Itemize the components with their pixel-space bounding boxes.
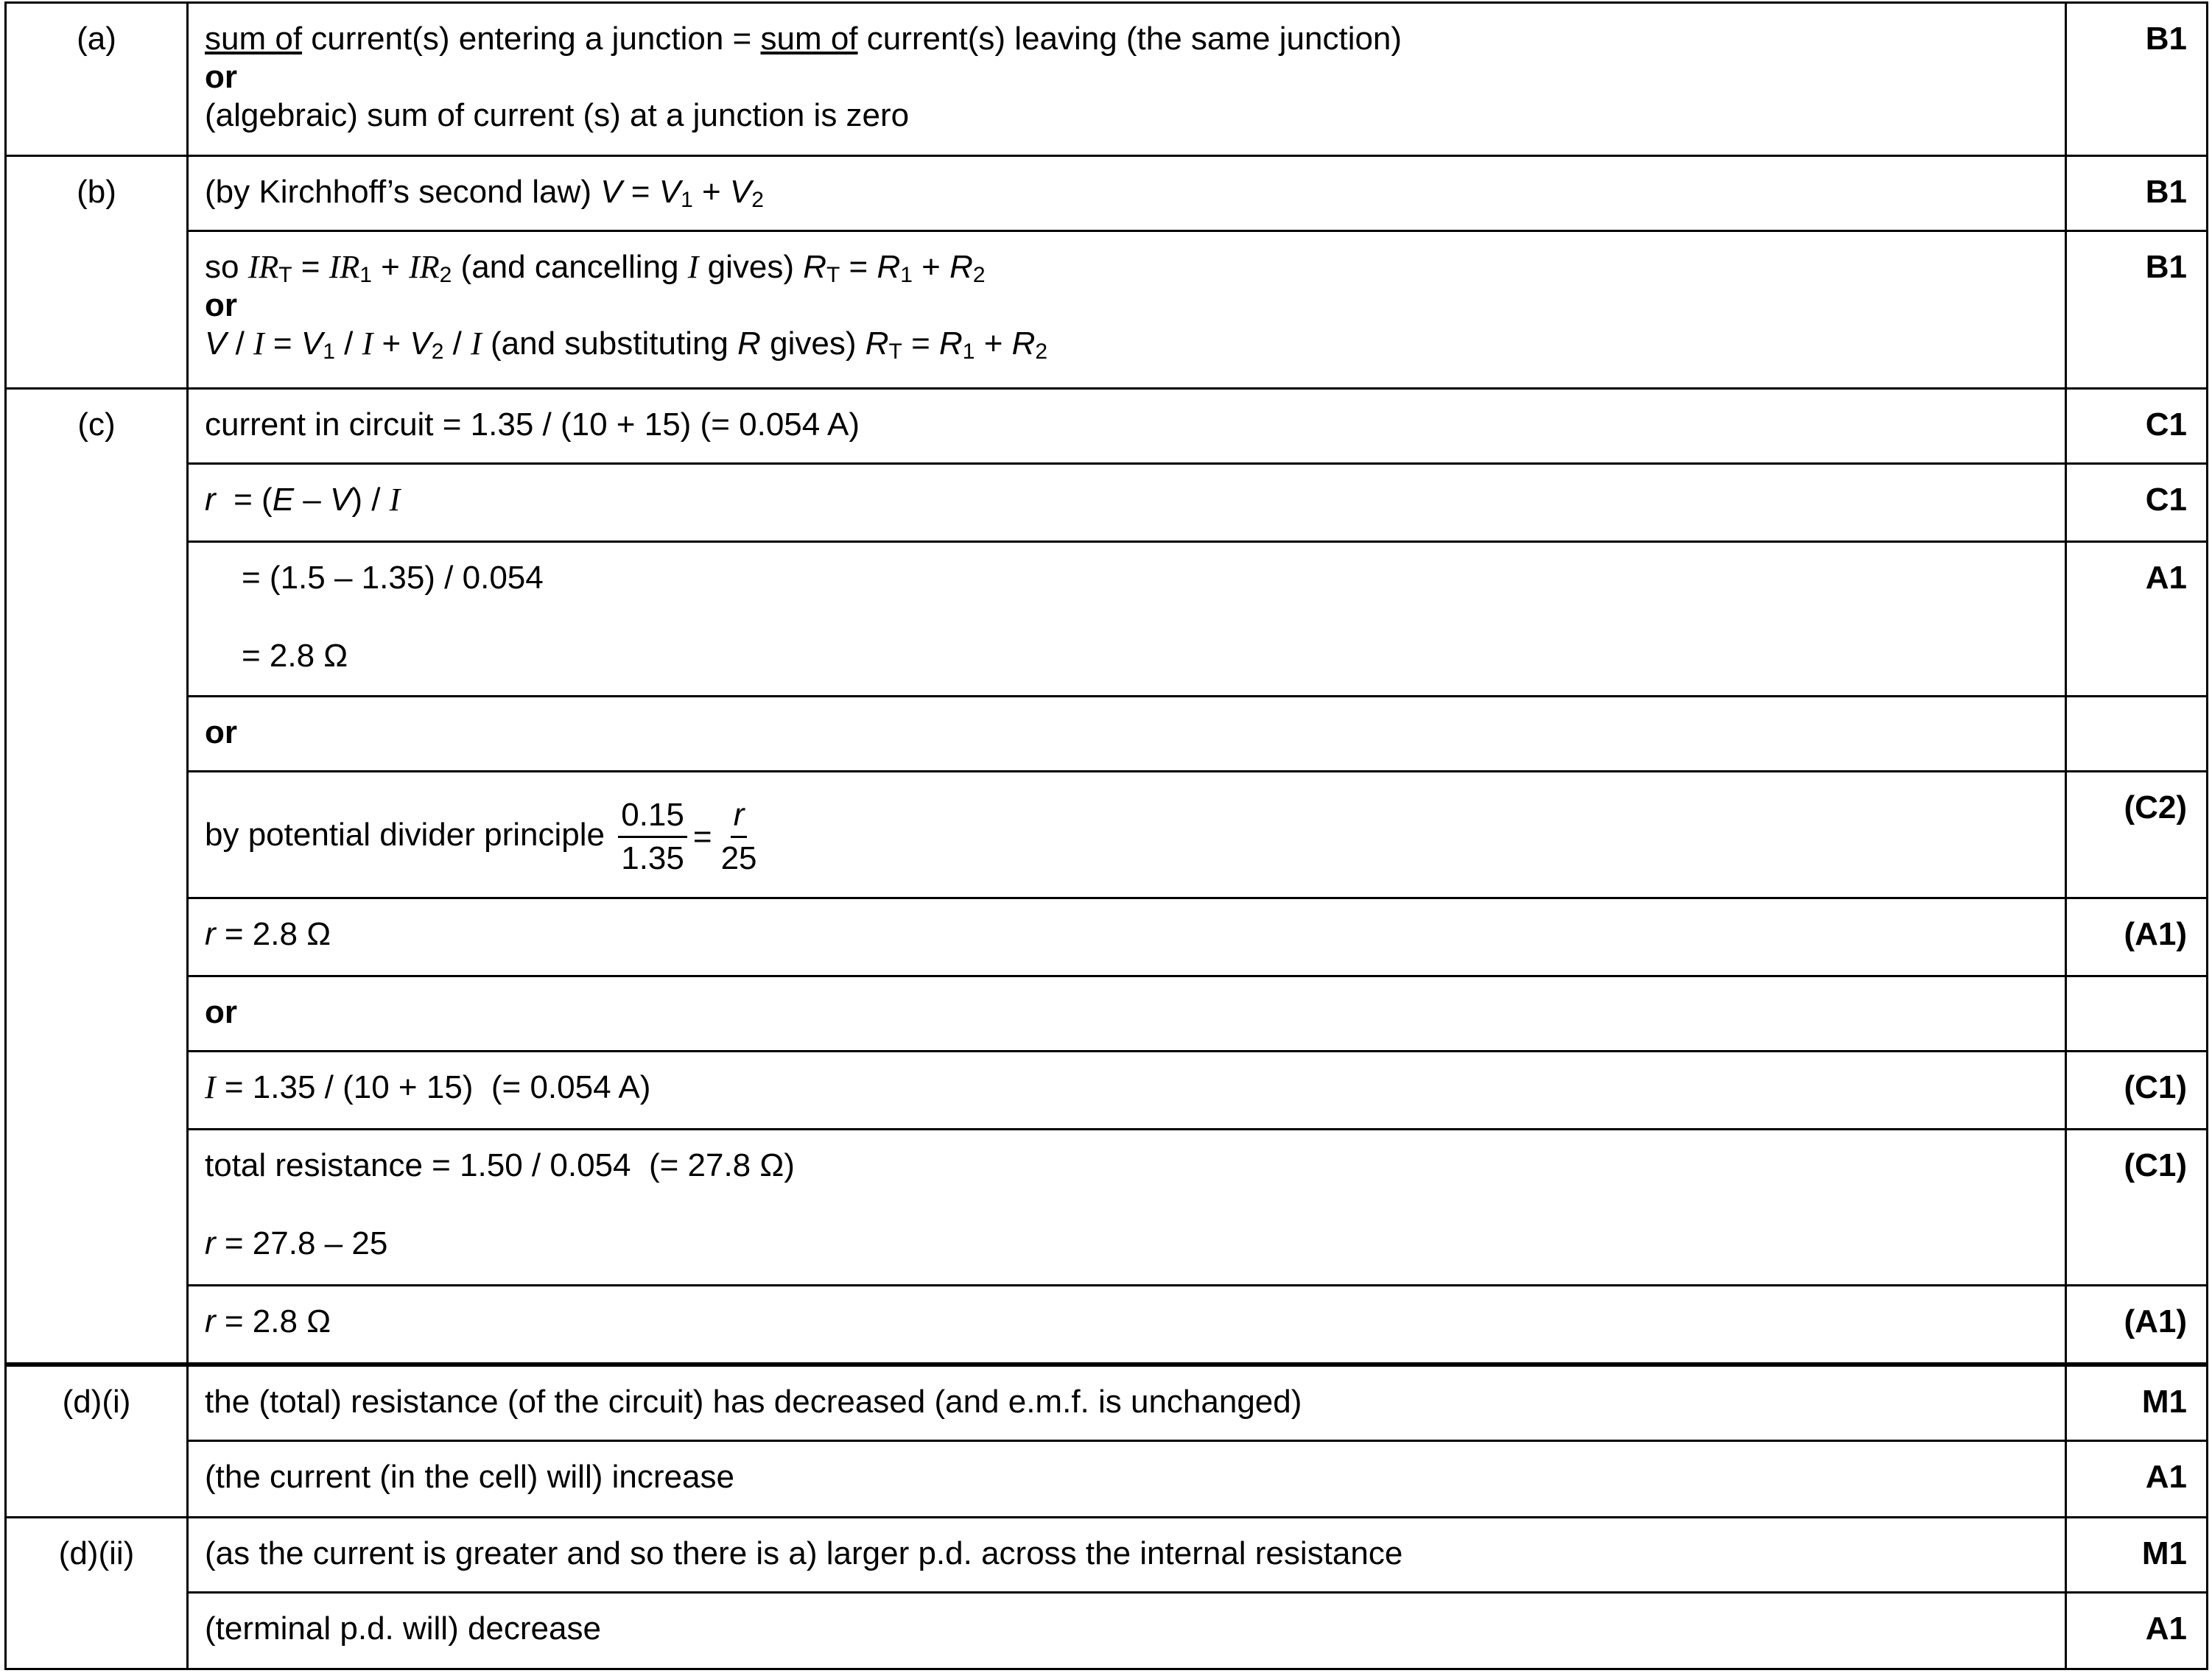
mark-label: B1 <box>2066 231 2208 389</box>
mark-label: C1 <box>2066 389 2208 464</box>
row-b1 <box>6 156 2208 231</box>
symbol: R <box>877 249 901 285</box>
text: = ( <box>215 482 273 518</box>
mark-empty <box>2066 697 2208 772</box>
subscript: 1 <box>323 339 335 364</box>
answer-cell <box>188 464 2066 542</box>
answer-cell <box>188 898 2066 976</box>
symbol: I <box>471 325 482 362</box>
text: by potential divider principle <box>205 817 605 853</box>
row-c1 <box>6 389 2208 464</box>
answer-cell <box>188 542 2066 697</box>
subscript: T <box>826 263 840 287</box>
symbol: IR <box>329 249 360 285</box>
or-label: or <box>205 287 237 323</box>
row-c3 <box>6 542 2208 697</box>
numerator: r <box>731 795 748 838</box>
symbol: I <box>205 1069 216 1105</box>
underlined-text: sum of <box>205 21 303 57</box>
text: – <box>294 482 330 518</box>
answer-line <box>205 1225 2065 1263</box>
text: = <box>292 249 329 285</box>
answer-cell <box>188 3 2066 156</box>
text: = <box>902 325 939 362</box>
subscript: 1 <box>962 339 975 364</box>
answer-line <box>205 20 2065 58</box>
subscript: 1 <box>900 263 913 287</box>
mark-label: (A1) <box>2066 1286 2208 1364</box>
symbol: I <box>687 249 699 285</box>
row-d-ii-1 <box>6 1518 2208 1593</box>
answer-cell: current in circuit = 1.35 / (10 + 15) (= 0.054 A) <box>188 389 2066 464</box>
answer-line <box>205 637 2065 675</box>
symbol: R <box>737 325 761 362</box>
answer-line <box>205 325 2065 363</box>
fraction <box>718 795 760 879</box>
symbol: V <box>600 174 622 210</box>
answer-cell <box>188 772 2066 898</box>
row-c-or1 <box>6 697 2208 772</box>
text: / <box>443 325 471 362</box>
text: = 1.35 / (10 + 15) (= 0.054 A) <box>215 1069 651 1105</box>
row-c10 <box>6 1286 2208 1364</box>
mark-label: M1 <box>2066 1366 2208 1441</box>
row-d-i-2 <box>6 1441 2208 1518</box>
symbol: R <box>949 249 973 285</box>
mark-label: A1 <box>2066 542 2208 697</box>
symbol: V <box>301 325 323 362</box>
mark-scheme-table-d <box>4 1365 2208 1670</box>
row-c6 <box>6 898 2208 976</box>
answer-cell: (the current (in the cell) will) increase <box>188 1441 2066 1518</box>
subscript: 2 <box>431 339 444 364</box>
row-c5 <box>6 772 2208 898</box>
answer-line <box>205 248 2065 286</box>
text: = 2.8 Ω <box>215 916 331 952</box>
text: (by Kirchhoff’s second law) <box>205 174 601 210</box>
mark-label: B1 <box>2066 156 2208 231</box>
mark-label: M1 <box>2066 1518 2208 1593</box>
symbol: V <box>329 482 352 518</box>
subscript: 2 <box>972 263 986 287</box>
answer-cell <box>188 1052 2066 1130</box>
row-c8 <box>6 1052 2208 1130</box>
part-label: (d)(i) <box>6 1366 188 1518</box>
symbol: r <box>205 916 216 952</box>
answer-cell <box>188 1130 2066 1286</box>
answer-cell <box>188 156 2066 231</box>
subscript: 1 <box>359 263 372 287</box>
subscript: 2 <box>439 263 452 287</box>
mark-scheme-table <box>4 1 2208 1365</box>
row-a <box>6 3 2208 156</box>
mark-empty <box>2066 976 2208 1052</box>
text: = <box>840 249 877 285</box>
symbol: R <box>939 325 963 362</box>
equals-sign: = <box>692 818 712 855</box>
symbol: V <box>410 325 432 362</box>
mark-label: (A1) <box>2066 898 2208 976</box>
subscript: 2 <box>751 188 764 212</box>
answer-line: (algebraic) sum of current (s) at a junction is zero <box>205 97 910 133</box>
symbol: I <box>362 325 373 362</box>
symbol: r <box>205 482 216 518</box>
subscript: 1 <box>681 188 693 212</box>
row-c2 <box>6 464 2208 542</box>
row-c-or2 <box>6 976 2208 1052</box>
mark-label: B1 <box>2066 3 2208 156</box>
symbol: V <box>659 174 681 210</box>
text: = 2.8 Ω <box>215 1303 331 1339</box>
row-c9 <box>6 1130 2208 1286</box>
row-d-i-1 <box>6 1366 2208 1441</box>
answer-cell <box>188 1286 2066 1364</box>
row-d-ii-2 <box>6 1593 2208 1669</box>
mark-label: (C1) <box>2066 1130 2208 1286</box>
text: + <box>975 325 1012 362</box>
text: + <box>912 249 950 285</box>
or-label: or <box>188 697 2066 772</box>
row-b2 <box>6 231 2208 389</box>
text: + <box>692 174 730 210</box>
subscript: T <box>278 263 292 287</box>
text: = (1.5 – 1.35) / 0.054 <box>242 560 544 596</box>
or-label: or <box>205 59 237 95</box>
text: gives) <box>760 325 866 362</box>
symbol: V <box>729 174 752 210</box>
text: / <box>226 325 254 362</box>
symbol: R <box>803 249 826 285</box>
text: = 2.8 Ω <box>242 638 348 674</box>
subscript: T <box>888 339 902 364</box>
underlined-text: sum of <box>760 21 858 57</box>
mark-label: (C1) <box>2066 1052 2208 1130</box>
or-label: or <box>188 976 2066 1052</box>
symbol: E <box>272 482 295 518</box>
text: gives) <box>698 249 804 285</box>
text: (and cancelling <box>452 249 688 285</box>
text: (and substituting <box>481 325 738 362</box>
text: = <box>622 174 659 210</box>
text: + <box>371 249 410 285</box>
subscript: 2 <box>1035 339 1048 364</box>
text: ) / <box>351 482 390 518</box>
part-label: (b) <box>6 156 188 389</box>
answer-line: total resistance = 1.50 / 0.054 (= 27.8 Ω) <box>205 1147 795 1183</box>
symbol: I <box>389 482 401 518</box>
text: / <box>334 325 362 362</box>
text: current(s) leaving (the same junction) <box>857 21 1402 57</box>
part-label: (a) <box>6 3 188 156</box>
symbol: R <box>865 325 889 362</box>
text: current(s) entering a junction = <box>302 21 761 57</box>
mark-label: A1 <box>2066 1441 2208 1518</box>
part-label: (c) <box>6 389 188 1364</box>
answer-cell <box>188 231 2066 389</box>
text: so <box>205 249 248 285</box>
text: = <box>264 325 301 362</box>
answer-cell: (as the current is greater and so there is a) larger p.d. across the internal resistance <box>188 1518 2066 1593</box>
symbol: r <box>205 1225 216 1261</box>
symbol: IR <box>409 249 440 285</box>
symbol: I <box>253 325 264 362</box>
denominator: 1.35 <box>621 840 684 876</box>
fraction <box>618 795 687 879</box>
symbol: r <box>205 1303 216 1339</box>
symbol: IR <box>247 249 279 285</box>
answer-cell: the (total) resistance (of the circuit) has decreased (and e.m.f. is unchanged) <box>188 1366 2066 1441</box>
text: = 27.8 – 25 <box>215 1225 388 1261</box>
mark-label: A1 <box>2066 1593 2208 1669</box>
mark-label: (C2) <box>2066 772 2208 898</box>
part-label: (d)(ii) <box>6 1518 188 1669</box>
text: + <box>373 325 410 362</box>
answer-cell: (terminal p.d. will) decrease <box>188 1593 2066 1669</box>
answer-line <box>205 559 2065 597</box>
symbol: R <box>1011 325 1036 362</box>
mark-label: C1 <box>2066 464 2208 542</box>
numerator: 0.15 <box>618 795 687 838</box>
denominator: 25 <box>720 840 757 876</box>
symbol: V <box>205 325 227 362</box>
